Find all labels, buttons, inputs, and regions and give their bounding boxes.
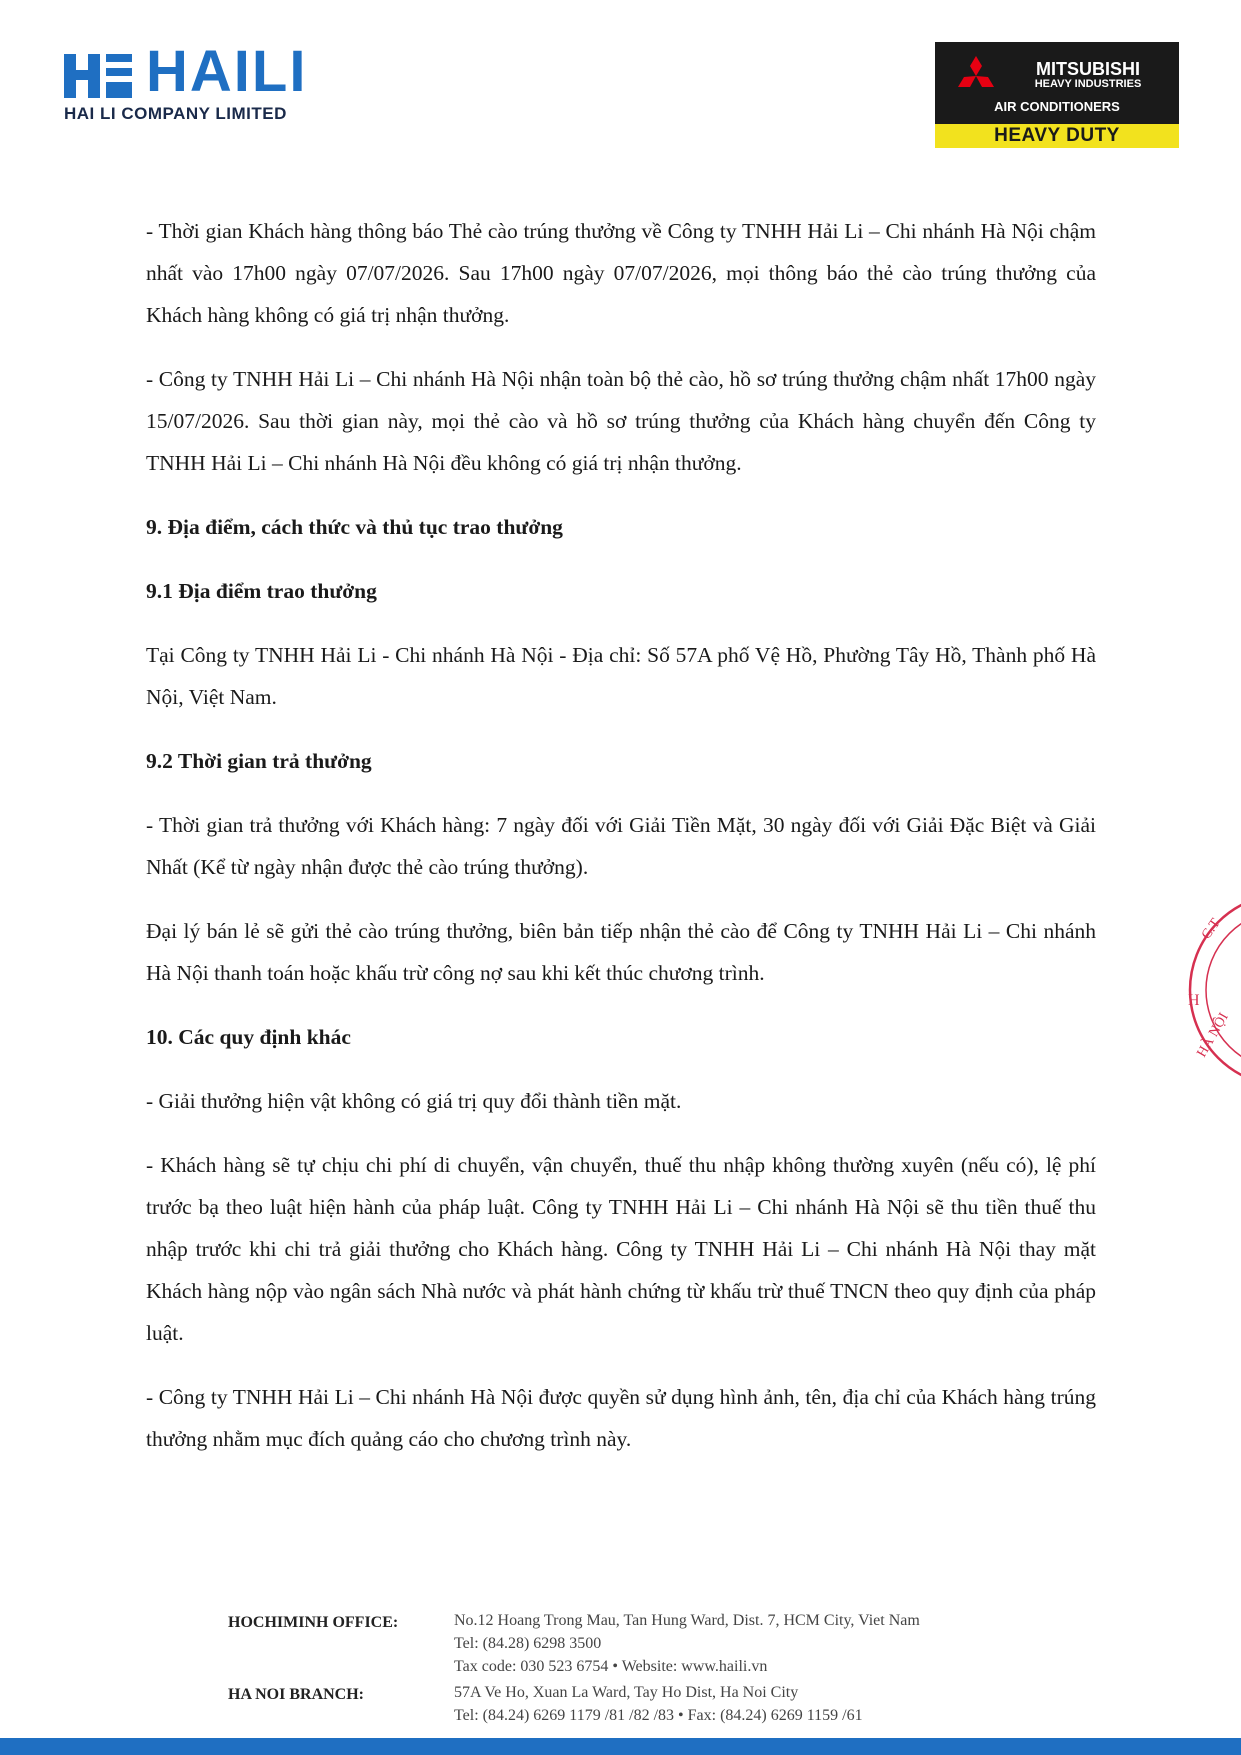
stamp-text-bottom: HÀ NỘI (1194, 1010, 1232, 1060)
paragraph-notify-deadline: - Thời gian Khách hàng thông báo Thẻ cào trúng thưởng về Công ty TNHH Hải Li – Chi nhánh Hà Nội chậm nhất vào 17h00 ngày 07/07/2026. Sau 17h00 ngày 07/07/2026, mọi thông báo thẻ cào trúng thưởng của Khách hàng không có giá trị nhận thưởng. (146, 219, 1096, 327)
haili-mark-icon (64, 50, 134, 98)
paragraph-award-location: Tại Công ty TNHH Hải Li - Chi nhánh Hà Nội - Địa chỉ: Số 57A phố Vệ Hồ, Phường Tây Hồ, Thành phố Hà Nội, Việt Nam. (146, 643, 1096, 709)
partner-division: HEAVY INDUSTRIES (1034, 78, 1142, 90)
paragraph-payout-time: - Thời gian trả thưởng với Khách hàng: 7 ngày đối với Giải Tiền Mặt, 30 ngày đối với Giải Đặc Biệt và Giải Nhất (Kể từ ngày nhận được thẻ cào trúng thưởng). (146, 813, 1096, 879)
paragraph-tax-and-fees: - Khách hàng sẽ tự chịu chi phí di chuyển, vận chuyển, thuế thu nhập không thường xuyên (nếu có), lệ phí trước bạ theo luật hiện hành của pháp luật. Công ty TNHH Hải Li – Chi nhánh Hà Nội sẽ thu tiền thuế thu nhập trước khi chi trả giải thưởng cho Khách hàng. Công ty TNHH Hải Li – Chi nhánh Hà Nội thay mặt Khách hàng nộp vào ngân sách Nhà nước và phát hành chứng từ khấu trừ thuế TNCN theo quy định của pháp luật. (146, 1153, 1096, 1345)
stamp-text-mid: H (1188, 992, 1200, 1009)
hcm-tax-website: Tax code: 030 523 6754 • Website: www.haili.vn (454, 1658, 768, 1675)
hcm-tel: Tel: (84.28) 6298 3500 (454, 1635, 602, 1652)
partner-name: MITSUBISHI (1035, 59, 1140, 79)
paragraph-receive-deadline: - Công ty TNHH Hải Li – Chi nhánh Hà Nội nhận toàn bộ thẻ cào, hồ sơ trúng thưởng chậm nhất 17h00 ngày 15/07/2026. Sau thời gian này, mọi thẻ cào và hồ sơ trúng thưởng của Khách hàng chuyển đến Công ty TNHH Hải Li – Chi nhánh Hà Nội đều không có giá trị nhận thưởng. (146, 367, 1096, 475)
hcm-address: No.12 Hoang Trong Mau, Tan Hung Ward, Dist. 7, HCM City, Viet Nam (454, 1612, 920, 1629)
mitsubishi-badge (935, 42, 1179, 148)
document-body (146, 210, 1096, 1460)
paragraph-retailer-process: Đại lý bán lẻ sẽ gửi thẻ cào trúng thưởng, biên bản tiếp nhận thẻ cào để Công ty TNHH Hải Li – Chi nhánh Hà Nội thanh toán hoặc khấu trừ công nợ sau khi kết thúc chương trình. (146, 919, 1096, 985)
partner-tagline: HEAVY DUTY (935, 124, 1179, 148)
partner-product: AIR CONDITIONERS (994, 99, 1120, 114)
paragraph-image-rights: - Công ty TNHH Hải Li – Chi nhánh Hà Nội được quyền sử dụng hình ảnh, tên, địa chỉ của Khách hàng trúng thưởng nhằm mục đích quảng cáo cho chương trình này. (146, 1385, 1096, 1451)
haili-wordmark: HAILI (146, 39, 308, 104)
haili-logo (64, 39, 364, 126)
hn-address: 57A Ve Ho, Xuan La Ward, Tay Ho Dist, Ha Noi City (454, 1684, 799, 1701)
heading-section-9: 9. Địa điểm, cách thức và thủ tục trao thưởng (146, 515, 563, 539)
heading-section-9-2: 9.2 Thời gian trả thưởng (146, 749, 372, 773)
hn-branch-label: HA NOI BRANCH: (228, 1686, 365, 1703)
red-stamp (1186, 890, 1241, 1090)
company-name: HAI LI COMPANY LIMITED (64, 104, 287, 123)
hcm-office-label: HOCHIMINH OFFICE: (228, 1614, 399, 1631)
footer-bar (0, 1738, 1241, 1755)
hn-tel-fax: Tel: (84.24) 6269 1179 /81 /82 /83 • Fax: (84.24) 6269 1159 /61 (454, 1707, 863, 1724)
stamp-text-top: C.T (1198, 916, 1224, 943)
paragraph-no-cash-exchange: - Giải thưởng hiện vật không có giá trị quy đổi thành tiền mặt. (146, 1089, 682, 1113)
heading-section-10: 10. Các quy định khác (146, 1025, 351, 1049)
mitsubishi-diamonds-icon (953, 56, 999, 98)
heading-section-9-1: 9.1 Địa điểm trao thưởng (146, 579, 377, 603)
